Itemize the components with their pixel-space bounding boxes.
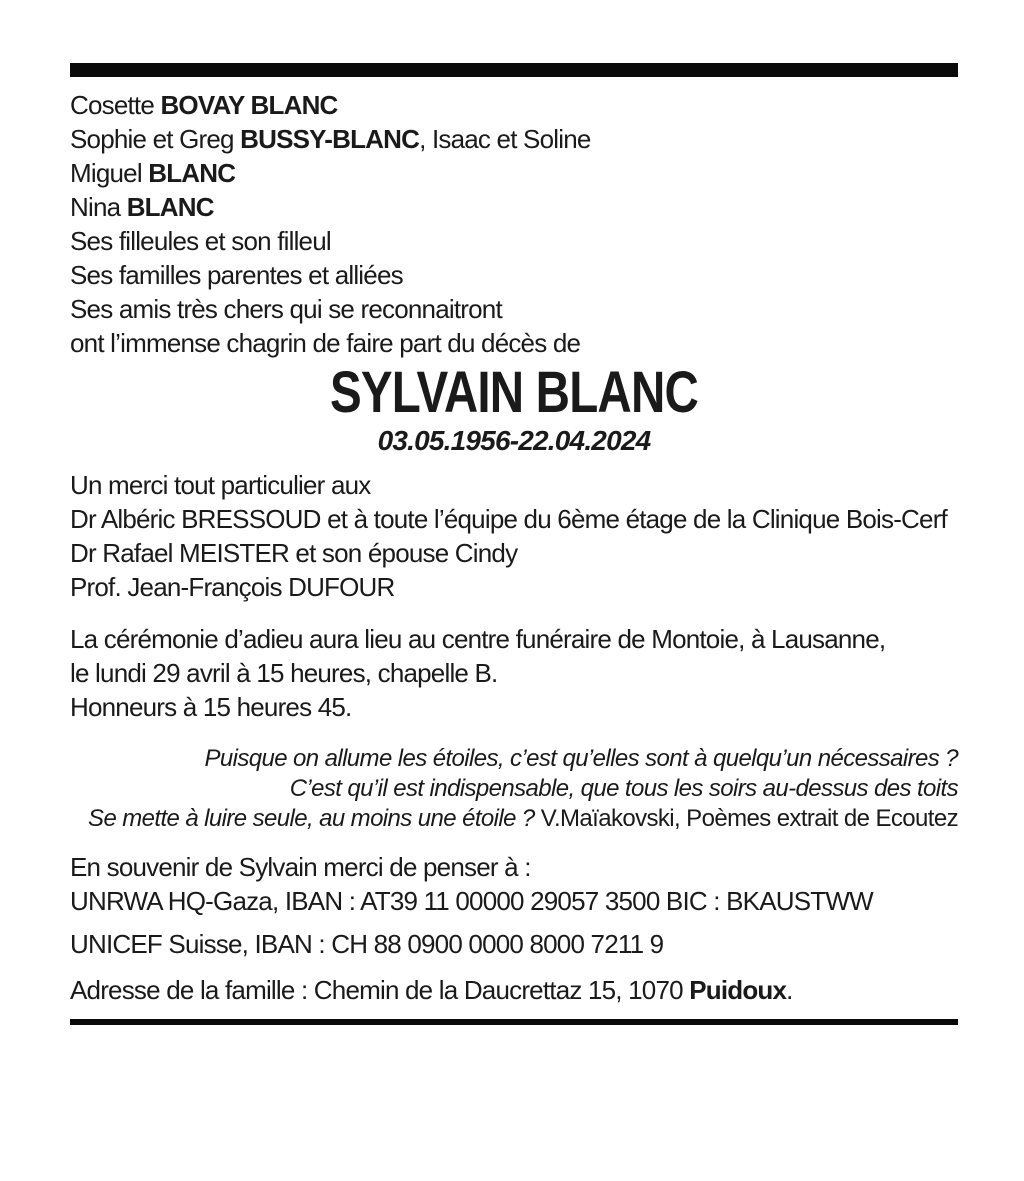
family-line-surname: BUSSY-BLANC — [240, 124, 420, 154]
top-rule — [70, 63, 958, 77]
family-line-pre: Nina — [70, 192, 127, 222]
family-names-section — [70, 88, 958, 360]
family-line-pre: Miguel — [70, 158, 149, 188]
announcement-line: ont l’immense chagrin de faire part du décès de — [70, 328, 581, 358]
poem-attribution: V.Maïakovski, Poèmes extrait de Ecoutez — [540, 805, 958, 832]
poem-line: C’est qu’il est indispensable, que tous les soirs au-dessus des toits — [289, 775, 958, 802]
poem-section — [70, 744, 958, 834]
memorial-unrwa-iban: UNRWA HQ-Gaza, IBAN : AT39 11 00000 29057 3500 BIC : BKAUSTWW — [70, 886, 873, 916]
family-line-surname: BLANC — [126, 192, 214, 222]
relation-line: Ses amis très chers qui se reconnaitront — [70, 294, 502, 324]
thanks-line: Un merci tout particulier aux — [70, 470, 371, 500]
poem-line: Puisque on allume les étoiles, c’est qu’elles sont à quelqu’un nécessaires ? — [204, 745, 958, 772]
deceased-name: SYLVAIN BLANC — [329, 360, 699, 425]
address-pre: Adresse de la famille : Chemin de la Daucrettaz 15, 1070 — [70, 975, 690, 1005]
address-post: . — [786, 975, 793, 1005]
thanks-line: Prof. Jean-François DUFOUR — [70, 572, 395, 602]
life-dates: 03.05.1956-22.04.2024 — [377, 425, 651, 456]
ceremony-line: le lundi 29 avril à 15 heures, chapelle B. — [70, 658, 498, 688]
relation-line: Ses filleules et son filleul — [70, 226, 331, 256]
thanks-line: Dr Rafael MEISTER et son épouse Cindy — [70, 538, 518, 568]
poem-line — [70, 804, 958, 834]
memorial-section — [70, 850, 958, 961]
ceremony-line: La cérémonie d’adieu aura lieu au centre funéraire de Montoie, à Lausanne, — [70, 624, 886, 654]
family-line-surname: BLANC — [148, 158, 236, 188]
family-line-post: , Isaac et Soline — [419, 124, 591, 154]
family-line — [70, 88, 958, 122]
memorial-intro: En souvenir de Sylvain merci de penser à : — [70, 852, 531, 882]
memorial-unicef-iban: UNICEF Suisse, IBAN : CH 88 0900 0000 8000 7211 9 — [70, 929, 664, 959]
ceremony-section — [70, 622, 958, 724]
family-line — [70, 122, 958, 156]
ceremony-line: Honneurs à 15 heures 45. — [70, 692, 352, 722]
family-line — [70, 190, 958, 224]
thanks-section — [70, 468, 958, 604]
death-notice — [70, 63, 958, 1025]
poem-line-verse: Se mette à luire seule, au moins une étoile ? — [88, 805, 541, 832]
address-city: Puidoux — [689, 975, 787, 1005]
thanks-line: Dr Albéric BRESSOUD et à toute l’équipe du 6ème étage de la Clinique Bois-Cerf — [70, 504, 947, 534]
family-line-pre: Cosette — [70, 90, 161, 120]
family-line-surname: BOVAY BLANC — [160, 90, 338, 120]
family-line — [70, 156, 958, 190]
bottom-rule — [70, 1019, 958, 1025]
family-line-pre: Sophie et Greg — [70, 124, 241, 154]
relation-line: Ses familles parentes et alliées — [70, 260, 403, 290]
family-address — [70, 973, 958, 1007]
